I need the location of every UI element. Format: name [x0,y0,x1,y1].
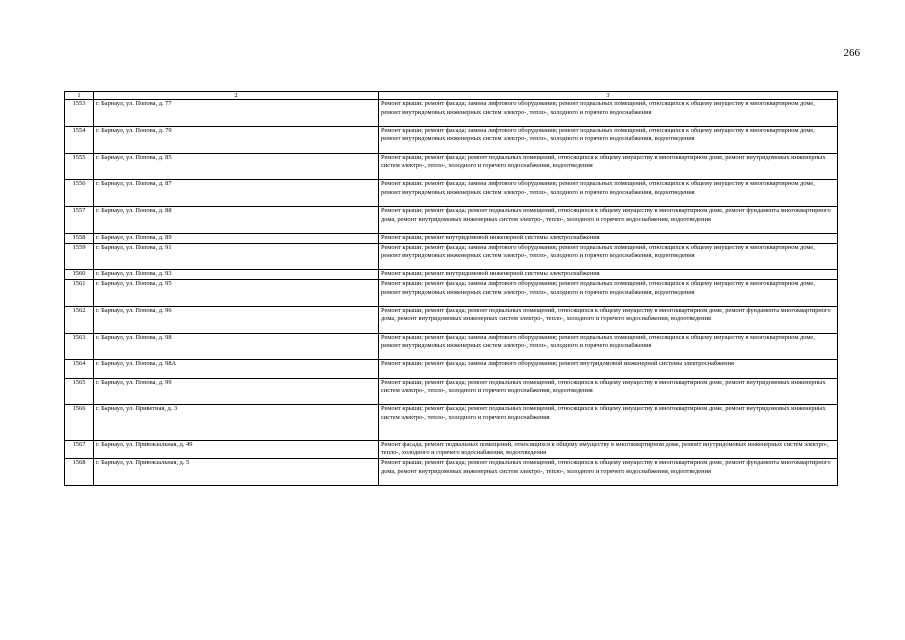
row-number: 1560 [65,270,94,280]
row-address: г. Барнаул, ул. Попова, д. 88 [94,207,379,234]
row-number: 1565 [65,378,94,405]
row-address: г. Барнаул, ул. Попова, д. 96 [94,306,379,333]
row-work-types: Ремонт крыши; ремонт фасада; замена лифтового оборудования; ремонт подвальных помещений, относящихся к общему имуществу в многоквартирном доме, ремонт внутридомовых инженерных систем электро-, тепло-, холодного и горячего водоснабжения [379,333,838,360]
row-work-types: Ремонт крыши; ремонт фасада; ремонт подвальных помещений, относящихся к общему имуществу в многоквартирном доме, ремонт внутридомовых инженерных систем электро-, тепло-, холодного и горячего водоснабжения, водоотведения [379,378,838,405]
repair-table [64,91,838,486]
table-row [65,100,838,127]
row-work-types: Ремонт крыши; ремонт фасада; замена лифтового оборудования; ремонт подвальных помещений, относящихся к общему имуществу в многоквартирном доме, ремонт внутридомовых инженерных систем электро-, тепло-, холодного и горячего водоснабжения, водоотведения [379,126,838,153]
row-number: 1559 [65,243,94,270]
table-row [65,207,838,234]
row-address: г. Барнаул, ул. Приветная, д. 3 [94,405,379,440]
row-work-types: Ремонт крыши; ремонт фасада; ремонт подвальных помещений, относящихся к общему имуществу в многоквартирном доме, ремонт фундамента многоквартирного дома, ремонт внутридомовых инженерных систем электро-, тепло-, холодного и горячего водоснабжения, водоотведения [379,306,838,333]
table-row [65,360,838,378]
table-header-row [65,92,838,100]
row-number: 1562 [65,306,94,333]
row-number: 1557 [65,207,94,234]
row-address: г. Барнаул, ул. Попова, д. 99 [94,378,379,405]
table-row [65,126,838,153]
row-work-types: Ремонт крыши; ремонт внутридомовой инженерной системы электроснабжения [379,233,838,243]
row-number: 1556 [65,180,94,207]
row-work-types: Ремонт крыши; ремонт фасада; ремонт подвальных помещений, относящихся к общему имуществу в многоквартирном доме, ремонт внутридомовых инженерных систем электро-, тепло-, холодного и горячего водоснабжения, водоотведения [379,153,838,180]
row-address: г. Барнаул, ул. Попова, д. 87 [94,180,379,207]
row-address: г. Барнаул, ул. Попова, д. 93 [94,270,379,280]
table-row [65,233,838,243]
row-work-types: Ремонт фасада; ремонт подвальных помещений, относящихся к общему имуществу в многоквартирном доме, ремонт внутридомовых инженерных систем электро-, тепло-, холодного и горячего водоснабжения, водоотведения [379,440,838,458]
row-address: г. Барнаул, ул. Попова, д. 98 [94,333,379,360]
row-address: г. Барнаул, ул. Попова, д. 91 [94,243,379,270]
row-work-types: Ремонт крыши; ремонт фасада; ремонт подвальных помещений, относящихся к общему имуществу в многоквартирном доме, ремонт фундамента многоквартирного дома, ремонт внутридомовых инженерных систем электро-, тепло-, холодного и горячего водоснабжения, водоотведения [379,207,838,234]
row-number: 1554 [65,126,94,153]
row-address: г. Барнаул, ул. Попова, д. 98А [94,360,379,378]
row-number: 1553 [65,100,94,127]
row-work-types: Ремонт крыши; ремонт фасада; замена лифтового оборудования; ремонт подвальных помещений, относящихся к общему имуществу в многоквартирном доме, ремонт внутридомовых инженерных систем электро-, тепло-, холодного и горячего водоснабжения, водоотведения [379,180,838,207]
row-address: г. Барнаул, ул. Попова, д. 77 [94,100,379,127]
row-number: 1561 [65,279,94,306]
row-address: г. Барнаул, ул. Попова, д. 95 [94,279,379,306]
row-work-types: Ремонт крыши; ремонт фасада; ремонт подвальных помещений, относящихся к общему имуществу в многоквартирном доме, ремонт внутридомовых инженерных систем электро-, тепло-, холодного и горячего водоснабжения [379,405,838,440]
column-header-2: 2 [94,92,379,100]
row-work-types: Ремонт крыши; ремонт фасада; замена лифтового оборудования; ремонт подвальных помещений, относящихся к общему имуществу в многоквартирном доме, ремонт внутридомовых инженерных систем электро-, тепло-, холодного и горячего водоснабжения, водоотведения [379,243,838,270]
table-row [65,440,838,458]
table-row [65,180,838,207]
table-row [65,270,838,280]
table-row [65,333,838,360]
table-row [65,279,838,306]
row-number: 1564 [65,360,94,378]
table-row [65,378,838,405]
column-header-1: 1 [65,92,94,100]
row-number: 1567 [65,440,94,458]
table-row [65,243,838,270]
table-row [65,405,838,440]
row-work-types: Ремонт крыши; ремонт фасада; замена лифтового оборудования; ремонт подвальных помещений, относящихся к общему имуществу в многоквартирном доме, ремонт внутридомовых инженерных систем электро-, тепло-, холодного и горячего водоснабжения, водоотведения [379,279,838,306]
row-number: 1568 [65,458,94,485]
row-number: 1566 [65,405,94,440]
row-number: 1558 [65,233,94,243]
table-row [65,153,838,180]
row-address: г. Барнаул, ул. Привокзальная, д. 49 [94,440,379,458]
table-row [65,306,838,333]
row-work-types: Ремонт крыши; ремонт фасада; замена лифтового оборудования; ремонт подвальных помещений, относящихся к общему имуществу в многоквартирном доме, ремонт внутридомовых инженерных систем электро-, тепло-, холодного и горячего водоснабжения [379,100,838,127]
row-address: г. Барнаул, ул. Попова, д. 79 [94,126,379,153]
page-number: 266 [843,47,860,59]
row-address: г. Барнаул, ул. Попова, д. 85 [94,153,379,180]
row-address: г. Барнаул, ул. Привокзальная, д. 5 [94,458,379,485]
row-work-types: Ремонт крыши; ремонт внутридомовой инженерной системы электроснабжения [379,270,838,280]
row-number: 1555 [65,153,94,180]
row-work-types: Ремонт крыши; ремонт фасада; ремонт подвальных помещений, относящихся к общему имуществу в многоквартирном доме, ремонт фундамента многоквартирного дома, ремонт внутридомовых инженерных систем электро-, тепло-, холодного и горячего водоснабжения, водоотведения [379,458,838,485]
row-address: г. Барнаул, ул. Попова, д. 89 [94,233,379,243]
table-body [65,100,838,486]
table-row [65,458,838,485]
row-number: 1563 [65,333,94,360]
column-header-3: 3 [379,92,838,100]
row-work-types: Ремонт крыши; ремонт фасада; замена лифтового оборудования; ремонт внутридомовой инженерной системы электроснабжения [379,360,838,378]
